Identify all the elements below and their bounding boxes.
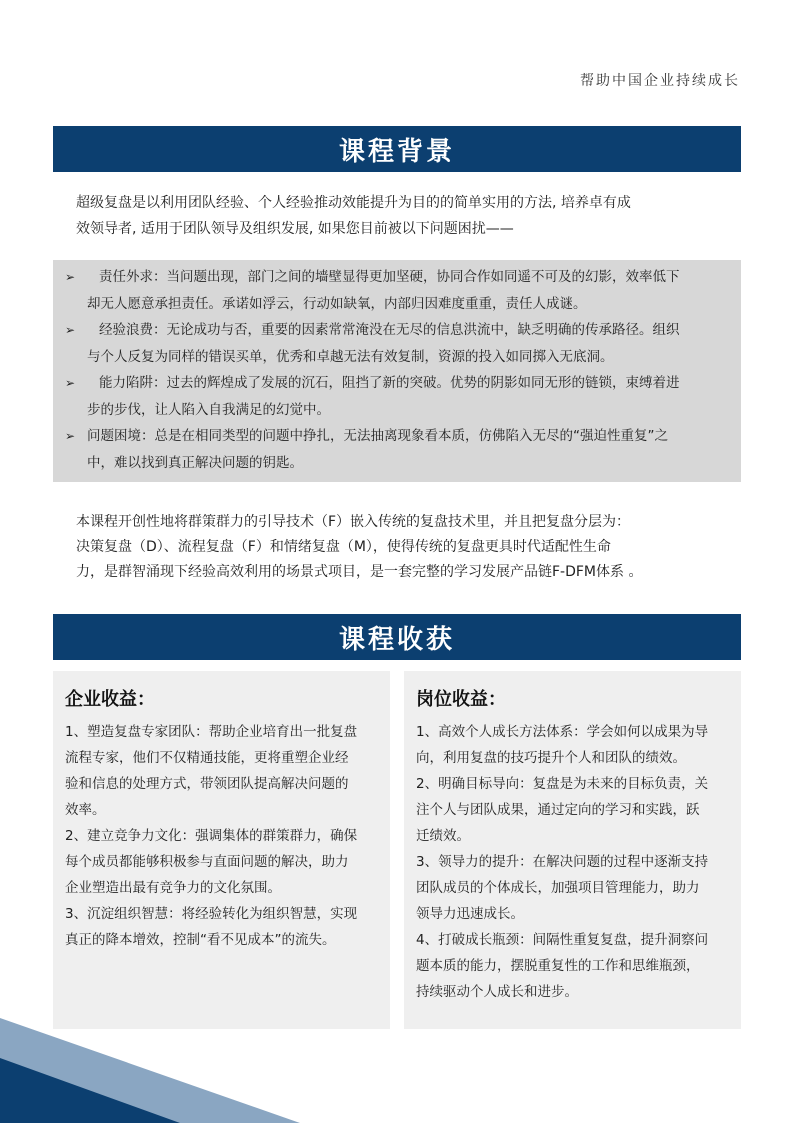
benefit-line: 迁绩效。	[416, 828, 470, 844]
header-tagline: 帮助中国企业持续成长	[580, 73, 740, 89]
arrow-bullet-icon: ➢	[65, 376, 76, 390]
benefit-line: 团队成员的个体成长，加强项目管理能力，助力	[416, 880, 700, 896]
enterprise-benefits-panel	[53, 671, 390, 1029]
position-benefits-title: 岗位收益：	[416, 689, 506, 710]
issue-line: 与个人反复为同样的错误买单，优秀和卓越无法有效复制，资源的投入如同掷入无底洞。	[87, 348, 614, 365]
benefit-line: 效率。	[65, 802, 106, 818]
corner-decoration	[0, 1008, 320, 1123]
issue-item	[65, 423, 729, 476]
benefit-line: 2、建立竞争力文化：强调集体的群策群力，确保	[65, 828, 358, 844]
benefit-line: 验和信息的处理方式，带领团队提高解决问题的	[65, 776, 349, 792]
benefit-line: 4、打破成长瓶颈：间隔性重复复盘，提升洞察问	[416, 932, 709, 948]
issue-item	[65, 264, 729, 317]
benefit-line: 1、高效个人成长方法体系：学会如何以成果为导	[416, 724, 709, 740]
section-title-gains: 课程收获	[53, 614, 741, 660]
enterprise-benefits-title: 企业收益：	[65, 689, 155, 710]
summary-line: 本课程开创性地将群策群力的引导技术（F）嵌入传统的复盘技术里，并且把复盘分层为：	[76, 514, 631, 530]
benefit-line: 3、沉淀组织智慧：将经验转化为组织智慧，实现	[65, 906, 358, 922]
position-benefits-panel	[404, 671, 741, 1029]
section-title-background: 课程背景	[53, 126, 741, 172]
summary-paragraph	[76, 510, 726, 585]
issue-item	[65, 370, 729, 423]
summary-line: 力，是群智涌现下经验高效利用的场景式项目，是一套完整的学习发展产品链F-DFM体系 。	[76, 564, 643, 580]
issue-line: 中，难以找到真正解决问题的钥匙。	[87, 454, 303, 471]
intro-line: 效领导者, 适用于团队领导及组织发展, 如果您目前被以下问题困扰——	[76, 221, 514, 237]
benefit-line: 领导力迅速成长。	[416, 906, 524, 922]
arrow-bullet-icon: ➢	[65, 429, 76, 443]
intro-line: 超级复盘是以利用团队经验、个人经验推动效能提升为目的的简单实用的方法, 培养卓有成	[76, 195, 631, 211]
benefit-line: 流程专家，他们不仅精通技能，更将重塑企业经	[65, 750, 349, 766]
arrow-bullet-icon: ➢	[65, 323, 76, 337]
benefit-line: 3、领导力的提升：在解决问题的过程中逐渐支持	[416, 854, 709, 870]
issue-line: 步的步伐，让人陷入自我满足的幻觉中。	[87, 401, 330, 418]
benefit-line: 注个人与团队成果，通过定向的学习和实践，跃	[416, 802, 700, 818]
benefit-line: 每个成员都能够积极参与直面问题的解决，助力	[65, 854, 349, 870]
issue-line: 经验浪费：无论成功与否，重要的因素常常淹没在无尽的信息洪流中，缺乏明确的传承路径。组织	[99, 322, 680, 338]
benefit-line: 2、明确目标导向：复盘是为未来的目标负责，关	[416, 776, 709, 792]
issues-box	[53, 260, 741, 482]
benefit-line: 题本质的能力，摆脱重复性的工作和思维瓶颈，	[416, 958, 700, 974]
benefit-line: 企业塑造出最有竞争力的文化氛围。	[65, 880, 281, 896]
issue-line: 问题困境：总是在相同类型的问题中挣扎，无法抽离现象看本质，仿佛陷入无尽的“强迫性重复”之	[87, 428, 668, 444]
benefit-line: 真正的降本增效，控制“看不见成本”的流失。	[65, 932, 336, 948]
issue-line: 能力陷阱：过去的辉煌成了发展的沉石，阻挡了新的突破。优势的阴影如同无形的链锁，束缚着进	[99, 375, 680, 391]
benefit-line: 持续驱动个人成长和进步。	[416, 984, 578, 1000]
issue-line: 却无人愿意承担责任。承诺如浮云，行动如缺氧，内部归因难度重重，责任人成谜。	[87, 295, 587, 312]
intro-paragraph	[76, 190, 724, 242]
arrow-bullet-icon: ➢	[65, 270, 76, 284]
benefit-line: 1、塑造复盘专家团队：帮助企业培育出一批复盘	[65, 724, 358, 740]
summary-line: 决策复盘（D）、流程复盘（F）和情绪复盘（M），使得传统的复盘更具时代适配性生命	[76, 539, 611, 555]
issue-line: 责任外求：当问题出现，部门之间的墙壁显得更加坚硬，协同合作如同遥不可及的幻影，效率低下	[99, 269, 680, 285]
issue-item	[65, 317, 729, 370]
benefit-line: 向，利用复盘的技巧提升个人和团队的绩效。	[416, 750, 686, 766]
